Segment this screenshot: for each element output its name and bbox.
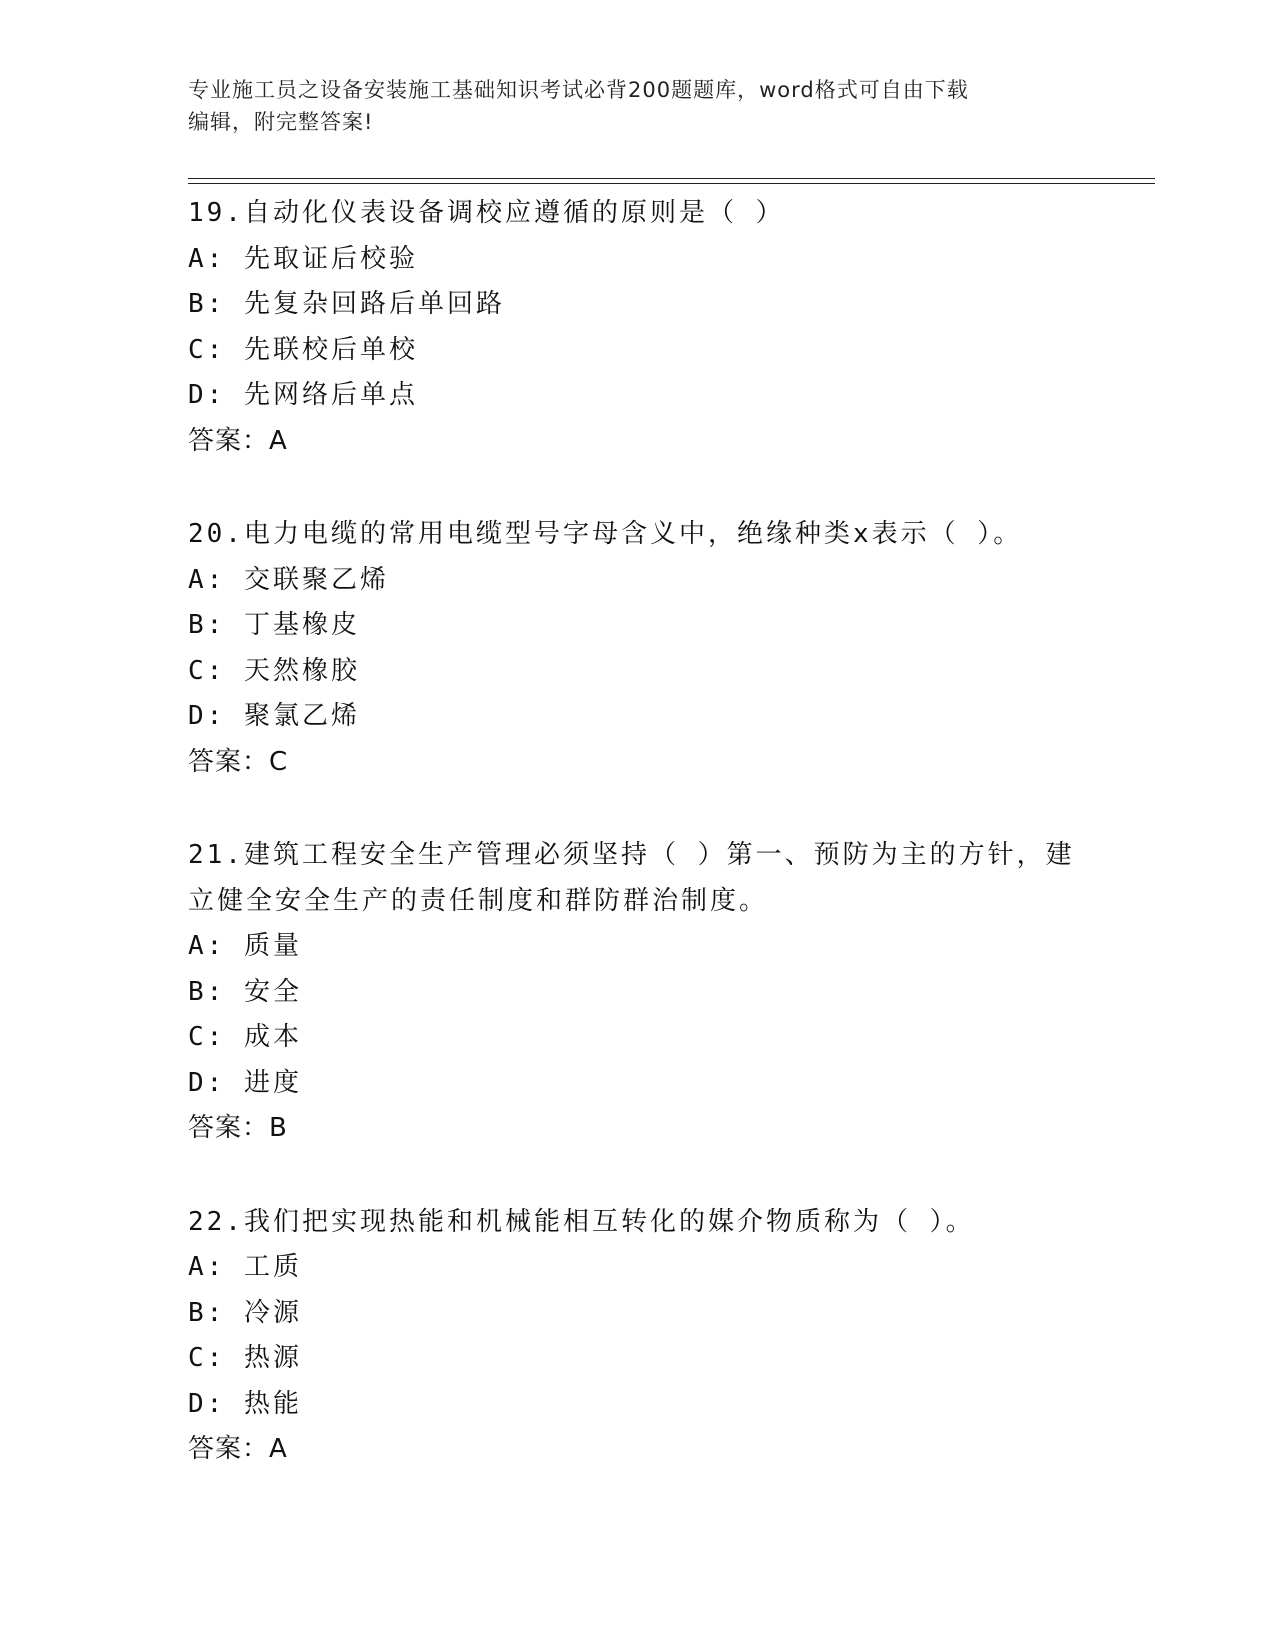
- question-stem: 19.自动化仪表设备调校应遵循的原则是（ ）: [188, 198, 785, 228]
- option-d: D: 先网络后单点: [188, 380, 418, 410]
- question-20: [188, 512, 1088, 785]
- option-a: A: 质量: [188, 931, 302, 961]
- option-b: B: 先复杂回路后单回路: [188, 289, 505, 319]
- option-a: A: 工质: [188, 1252, 302, 1282]
- question-stem: 22.我们把实现热能和机械能相互转化的媒介物质称为（ ）。: [188, 1206, 975, 1237]
- option-d: D: 聚氯乙烯: [188, 701, 360, 731]
- question-list: [188, 191, 1088, 1521]
- option-b: B: 安全: [188, 976, 302, 1007]
- header-divider-top: [188, 178, 1155, 179]
- question-stem-line-1: 21.建筑工程安全生产管理必须坚持（ ）第一、预防为主的方针，建: [188, 840, 1075, 870]
- option-c: C: 先联校后单校: [188, 334, 418, 365]
- option-a: A: 交联聚乙烯: [188, 564, 389, 595]
- question-21: [188, 833, 1088, 1152]
- header-line-1: 专业施工员之设备安装施工基础知识考试必背200题题库，word格式可自由下载: [188, 78, 969, 102]
- option-d: D: 热能: [188, 1388, 302, 1419]
- option-c: C: 成本: [188, 1022, 302, 1052]
- header-divider-bottom: [188, 183, 1155, 184]
- header-line-2: 编辑，附完整答案!: [188, 110, 374, 134]
- answer: 答案：B: [188, 1113, 288, 1143]
- answer: 答案：C: [188, 746, 289, 777]
- option-c: C: 天然橡胶: [188, 655, 360, 686]
- question-stem: 20.电力电缆的常用电缆型号字母含义中，绝缘种类x表示（ ）。: [188, 519, 1023, 549]
- option-c: C: 热源: [188, 1343, 302, 1373]
- question-22: [188, 1200, 1088, 1473]
- answer: 答案：A: [188, 425, 288, 456]
- option-a: A: 先取证后校验: [188, 243, 418, 274]
- question-19: [188, 191, 1088, 464]
- option-b: B: 丁基橡皮: [188, 610, 360, 640]
- question-stem-line-2: 立健全安全生产的责任制度和群防群治制度。: [188, 885, 769, 916]
- answer: 答案：A: [188, 1434, 288, 1464]
- option-d: D: 进度: [188, 1067, 302, 1098]
- option-b: B: 冷源: [188, 1297, 302, 1328]
- document-header: [188, 74, 1068, 138]
